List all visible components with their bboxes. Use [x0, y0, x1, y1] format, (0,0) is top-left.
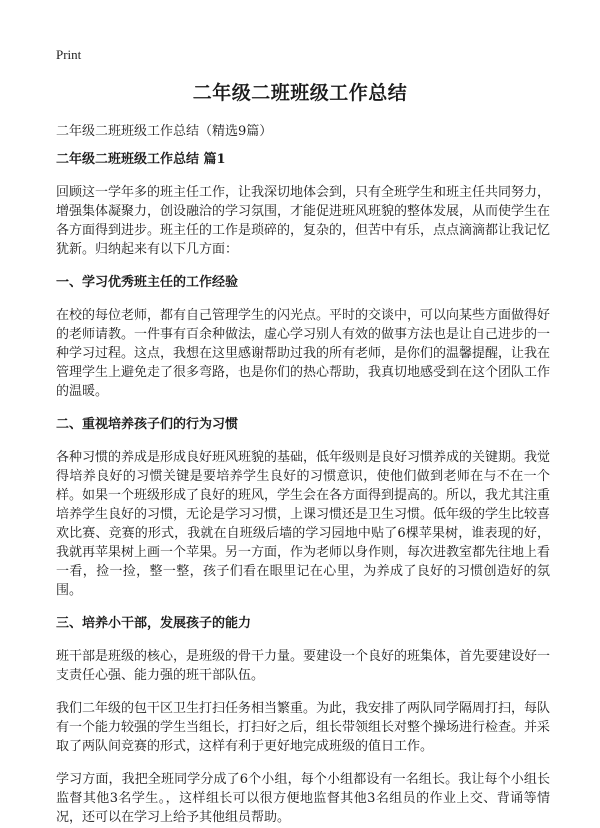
paragraph-habits: 各种习惯的养成是形成良好班风班貌的基础，低年级则是良好习惯养成的关键期。我觉得培养良好的习惯关键是要培养学生良好的习惯意识，使他们做到老师在与不在一个样。如果一个班级形成了良好的班风，学生会在各方面得到提高的。所以，我尤其注重培养学生良好的习惯，无论是学习习惯，上课习惯还是卫生习惯。低年级的学生比较喜欢比赛、竞赛的形式，我就在自班级后墙的学习园地中贴了6棵苹果树，谁表现的好，我就再苹果树上画一个苹果。另一方面，作为老师以身作则，每次进教室都先往地上看一看，捡一捡，整一整，孩子们看在眼里记在心里，为养成了良好的习惯创造好的氛围。: [56, 450, 551, 598]
section-heading: 二年级二班班级工作总结 篇1: [56, 152, 226, 167]
intro-paragraph: 回顾这一学年多的班主任工作，让我深切地体会到，只有全班学生和班主任共同努力，增强集体凝聚力，创设融洽的学习氛围，才能促进班风班貌的整体发展，从而使学生在各方面得到进步。班主任的工作是琐碎的，复杂的，但苦中有乐，点点滴滴都让我记忆犹新。归纳起来有以下几方面：: [56, 185, 551, 257]
heading-learn-experience: 一、学习优秀班主任的工作经验: [56, 275, 239, 290]
document-title: 二年级二班班级工作总结: [192, 82, 408, 104]
document-subtitle: 二年级二班班级工作总结（精选9篇）: [56, 124, 273, 139]
print-link[interactable]: Print: [56, 47, 82, 62]
document-body: [56, 150, 550, 828]
paragraph-cleaning: 我们二年级的包干区卫生打扫任务相当繁重。为此，我安排了两队同学隔周打扫，每队有一个能力较强的学生当组长，打扫好之后，组长带领组长对整个操场进行检查。并采取了两队间竞赛的形式，这样有利于更好地完成班级的值日工作。: [56, 701, 551, 754]
heading-cadres: 三、培养小干部，发展孩子的能力: [56, 616, 252, 631]
paragraph-learn-experience: 在校的每位老师，都有自己管理学生的闪光点。平时的交谈中，可以向某些方面做得好的老师请教。一件事有百余种做法，虚心学习别人有效的做事方法也是让自己进步的一种学习过程。这点，我想在这里感谢帮助过我的所有老师，是你们的温馨提醒，让我在管理学生上避免走了很多弯路，也是你们的热心帮助，我真切地感受到在这个团队工作的温暖。: [56, 308, 551, 399]
paragraph-study-groups: 学习方面，我把全班同学分成了6个小组，每个小组都设有一名组长。我让每个小组长监督其他3名学生。，这样组长可以很方便地监督其他3名组员的作业上交、背诵等情况，还可以在学习上给予其他组员帮助。: [56, 772, 550, 825]
paragraph-cadres: 班干部是班级的核心，是班级的骨干力量。要建设一个良好的班集体，首先要建设好一支责任心强、能力强的班干部队伍。: [56, 649, 551, 683]
heading-habits: 二、重视培养孩子们的行为习惯: [56, 417, 239, 432]
